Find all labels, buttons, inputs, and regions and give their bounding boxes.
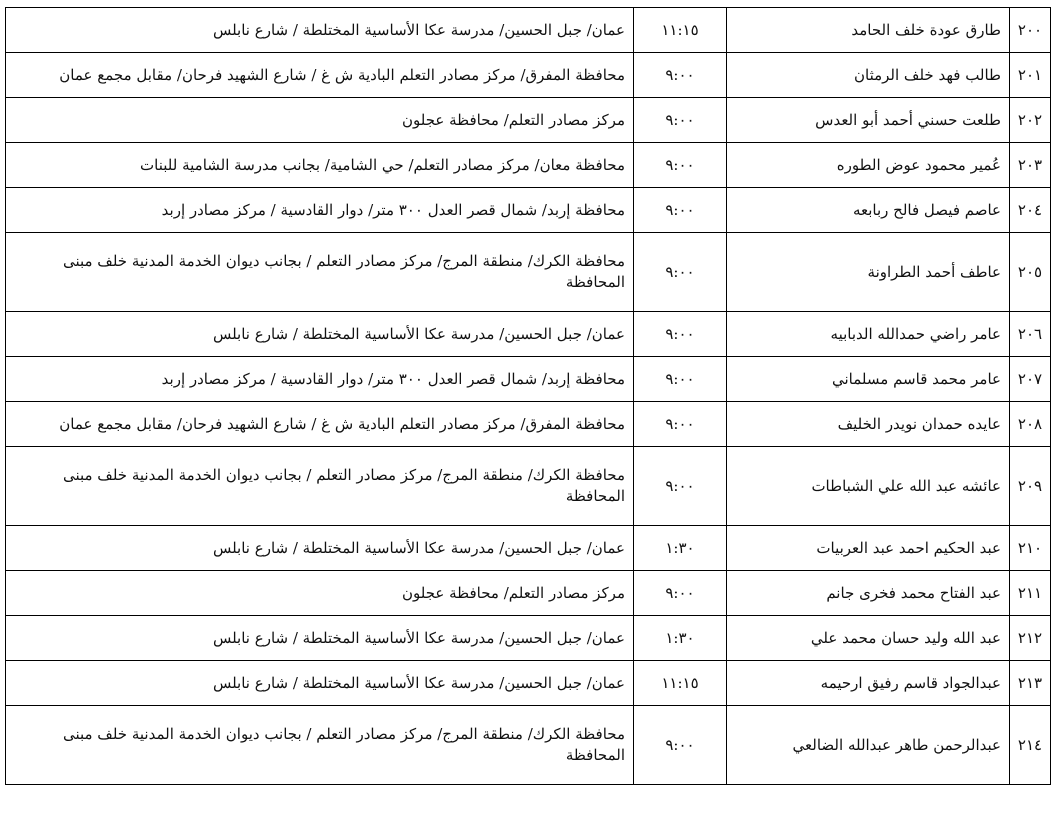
- row-number: ٢١٣: [1010, 661, 1051, 706]
- location-address: مركز مصادر التعلم/ محافظة عجلون: [6, 98, 634, 143]
- table-row: [6, 526, 1051, 571]
- location-address: محافظة المفرق/ مركز مصادر التعلم البادية ش غ / شارع الشهيد فرحان/ مقابل مجمع عمان: [6, 53, 634, 98]
- table-row: [6, 8, 1051, 53]
- person-name: عاصم فيصل فالح ربابعه: [727, 188, 1010, 233]
- location-address: عمان/ جبل الحسين/ مدرسة عكا الأساسية المختلطة / شارع نابلس: [6, 312, 634, 357]
- row-number: ٢٠٤: [1010, 188, 1051, 233]
- person-name: عائشه عبد الله علي الشباطات: [727, 447, 1010, 526]
- row-number: ٢٠٠: [1010, 8, 1051, 53]
- location-address: محافظة معان/ مركز مصادر التعلم/ حي الشامية/ بجانب مدرسة الشامية للبنات: [6, 143, 634, 188]
- appointment-time: ٩:٠٠: [634, 53, 727, 98]
- row-number: ٢٠٩: [1010, 447, 1051, 526]
- person-name: عايده حمدان نويدر الخليف: [727, 402, 1010, 447]
- person-name: عبد الفتاح محمد فخرى جانم: [727, 571, 1010, 616]
- row-number: ٢١٠: [1010, 526, 1051, 571]
- table-row: [6, 447, 1051, 526]
- table-row: [6, 706, 1051, 785]
- location-address: محافظة الكرك/ منطقة المرج/ مركز مصادر التعلم / بجانب ديوان الخدمة المدنية خلف مبنى المحافظة: [6, 447, 634, 526]
- table-row: [6, 53, 1051, 98]
- location-address: محافظة الكرك/ منطقة المرج/ مركز مصادر التعلم / بجانب ديوان الخدمة المدنية خلف مبنى المحافظة: [6, 706, 634, 785]
- appointment-time: ١:٣٠: [634, 616, 727, 661]
- appointment-time: ٩:٠٠: [634, 98, 727, 143]
- table-row: [6, 616, 1051, 661]
- appointment-time: ٩:٠٠: [634, 143, 727, 188]
- table-row: [6, 661, 1051, 706]
- appointment-time: ١١:١٥: [634, 8, 727, 53]
- table-row: [6, 98, 1051, 143]
- person-name: طلعت حسني أحمد أبو العدس: [727, 98, 1010, 143]
- table-row: [6, 357, 1051, 402]
- appointment-time: ٩:٠٠: [634, 188, 727, 233]
- appointment-time: ١١:١٥: [634, 661, 727, 706]
- row-number: ٢٠١: [1010, 53, 1051, 98]
- location-address: محافظة الكرك/ منطقة المرج/ مركز مصادر التعلم / بجانب ديوان الخدمة المدنية خلف مبنى المحافظة: [6, 233, 634, 312]
- appointment-time: ٩:٠٠: [634, 233, 727, 312]
- row-number: ٢٠٥: [1010, 233, 1051, 312]
- table-row: [6, 188, 1051, 233]
- person-name: عاطف أحمد الطراونة: [727, 233, 1010, 312]
- person-name: طارق عودة خلف الحامد: [727, 8, 1010, 53]
- location-address: عمان/ جبل الحسين/ مدرسة عكا الأساسية المختلطة / شارع نابلس: [6, 661, 634, 706]
- row-number: ٢١٢: [1010, 616, 1051, 661]
- person-name: عبدالجواد قاسم رفيق ارحيمه: [727, 661, 1010, 706]
- location-address: عمان/ جبل الحسين/ مدرسة عكا الأساسية المختلطة / شارع نابلس: [6, 8, 634, 53]
- person-name: عُمير محمود عوض الطوره: [727, 143, 1010, 188]
- appointment-time: ٩:٠٠: [634, 357, 727, 402]
- appointment-time: ٩:٠٠: [634, 571, 727, 616]
- location-address: محافظة المفرق/ مركز مصادر التعلم البادية ش غ / شارع الشهيد فرحان/ مقابل مجمع عمان: [6, 402, 634, 447]
- row-number: ٢١١: [1010, 571, 1051, 616]
- person-name: طالب فهد خلف الرمثان: [727, 53, 1010, 98]
- row-number: ٢٠٦: [1010, 312, 1051, 357]
- table-row: [6, 143, 1051, 188]
- appointment-time: ٩:٠٠: [634, 706, 727, 785]
- person-name: عبد الله وليد حسان محمد علي: [727, 616, 1010, 661]
- location-address: عمان/ جبل الحسين/ مدرسة عكا الأساسية المختلطة / شارع نابلس: [6, 616, 634, 661]
- row-number: ٢١٤: [1010, 706, 1051, 785]
- location-address: عمان/ جبل الحسين/ مدرسة عكا الأساسية المختلطة / شارع نابلس: [6, 526, 634, 571]
- table-row: [6, 571, 1051, 616]
- appointment-time: ١:٣٠: [634, 526, 727, 571]
- row-number: ٢٠٣: [1010, 143, 1051, 188]
- person-name: عبد الحكيم احمد عبد العربيات: [727, 526, 1010, 571]
- person-name: عامر محمد قاسم مسلماني: [727, 357, 1010, 402]
- appointment-time: ٩:٠٠: [634, 402, 727, 447]
- person-name: عبدالرحمن طاهر عبدالله الضالعي: [727, 706, 1010, 785]
- person-name: عامر راضي حمدالله الدبابيه: [727, 312, 1010, 357]
- table-row: [6, 312, 1051, 357]
- row-number: ٢٠٨: [1010, 402, 1051, 447]
- location-address: محافظة إربد/ شمال قصر العدل ٣٠٠ متر/ دوار القادسية / مركز مصادر إربد: [6, 188, 634, 233]
- row-number: ٢٠٧: [1010, 357, 1051, 402]
- row-number: ٢٠٢: [1010, 98, 1051, 143]
- location-address: مركز مصادر التعلم/ محافظة عجلون: [6, 571, 634, 616]
- location-address: محافظة إربد/ شمال قصر العدل ٣٠٠ متر/ دوار القادسية / مركز مصادر إربد: [6, 357, 634, 402]
- appointment-time: ٩:٠٠: [634, 447, 727, 526]
- table-row: [6, 402, 1051, 447]
- roster-table: [5, 7, 1051, 785]
- table-row: [6, 233, 1051, 312]
- appointment-time: ٩:٠٠: [634, 312, 727, 357]
